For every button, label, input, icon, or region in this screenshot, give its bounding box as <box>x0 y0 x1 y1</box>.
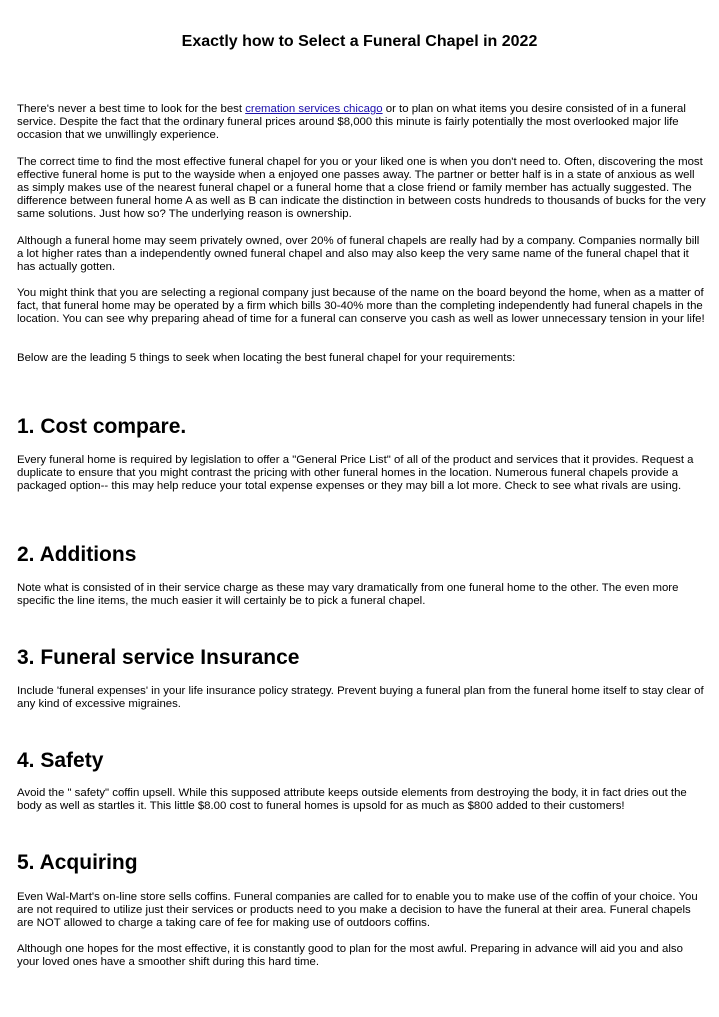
intro-paragraph-1 <box>17 103 707 142</box>
intro-paragraph-3 <box>17 235 707 274</box>
intro-text-before-link: There's never a best time to look for the best <box>17 103 246 115</box>
paragraph-text: Below are the leading 5 things to seek when locating the best funeral chapel for your requirements: <box>17 352 516 364</box>
section-heading-additions: 2. Additions <box>17 543 137 566</box>
section-text-safety: Avoid the " safety" coffin upsell. While this supposed attribute keeps outside elements from destroying the body, it in fact dries out the body as well as startles it. This little $8.00 cost to funeral homes is upsold for as much as $800 added to their customers! <box>17 787 687 813</box>
paragraph-text: The correct time to find the most effective funeral chapel for you or your liked one is when you don't need to. Often, discovering the most effective funeral home is put to the wayside when a enjoyed one passes away. The partner or better half is in a state of anxious as well as simply makes use of the nearest funeral chapel or a funeral home that a close friend or family member has actually suggested. The difference between funeral home A as well as B can indicate the distinction in between costs hundreds to thousands of bucks for the very same solutions. Just how so? The underlying reason is ownership. <box>17 156 706 221</box>
page-title: Exactly how to Select a Funeral Chapel in 2022 <box>181 33 538 50</box>
section-heading-cost-compare: 1. Cost compare. <box>17 415 187 438</box>
paragraph-text: Although a funeral home may seem privately owned, over 20% of funeral chapels are really had by a company. Companies normally bill a lot higher rates than a independently owned funeral chapel and also may also keep the very same name of the funeral chapel that it has actually gotten. <box>17 235 700 274</box>
section-text-acquiring-2: Although one hopes for the most effective, it is constantly good to plan for the most awful. Preparing in advance will aid you and also your loved ones have a smoother shift during this hard time. <box>17 943 683 969</box>
section-heading-safety: 4. Safety <box>17 749 104 772</box>
section-text-acquiring-1: Even Wal-Mart's on-line store sells coffins. Funeral companies are called for to enable you to make use of the coffin of your choice. You are not required to utilize just their services or products need to you make a decision to have the funeral at their area. Funeral chapels are NOT allowed to charge a taking care of fee for making use of outdoors coffins. <box>17 891 698 930</box>
section-heading-funeral-insurance: 3. Funeral service Insurance <box>17 646 300 669</box>
section-text-funeral-insurance: Include 'funeral expenses' in your life insurance policy strategy. Prevent buying a funeral plan from the funeral home itself to stay clear of any kind of excessive migraines. <box>17 685 704 711</box>
intro-paragraph-4 <box>17 287 707 326</box>
section-text-cost-compare: Every funeral home is required by legislation to offer a "General Price List" of all of the product and services that it provides. Request a duplicate to ensure that you might contrast the pricing with other funeral homes in the location. Numerous funeral chapels provide a packaged option-- this may help reduce your total expense expenses or they may bill a lot more. Check to see what rivals are using. <box>17 454 694 493</box>
intro-text-after-link: or to plan on what items you desire consisted of in a funeral service. Despite the fact that the ordinary funeral prices around $8,000 this minute is fairly potentially the most overlooked major life occasion that we unwillingly experience. <box>17 103 686 142</box>
paragraph-text: You might think that you are selecting a regional company just because of the name on the board beyond the home, when as a matter of fact, that funeral home may be operated by a firm which bills 30-40% more than the completing independently had funeral chapels in the location. You can see why preparing ahead of time for a funeral can conserve you cash as well as lower unnecessary tension in your life! <box>17 287 705 326</box>
section-text-additions: Note what is consisted of in their service charge as these may vary dramatically from one funeral home to the other. The even more specific the line items, the much easier it will certainly be to pick a funeral chapel. <box>17 582 679 608</box>
section-heading-acquiring: 5. Acquiring <box>17 851 138 874</box>
intro-paragraph-2 <box>17 156 707 221</box>
intro-paragraph-5 <box>17 352 707 365</box>
cremation-services-link[interactable]: cremation services chicago <box>245 103 383 115</box>
